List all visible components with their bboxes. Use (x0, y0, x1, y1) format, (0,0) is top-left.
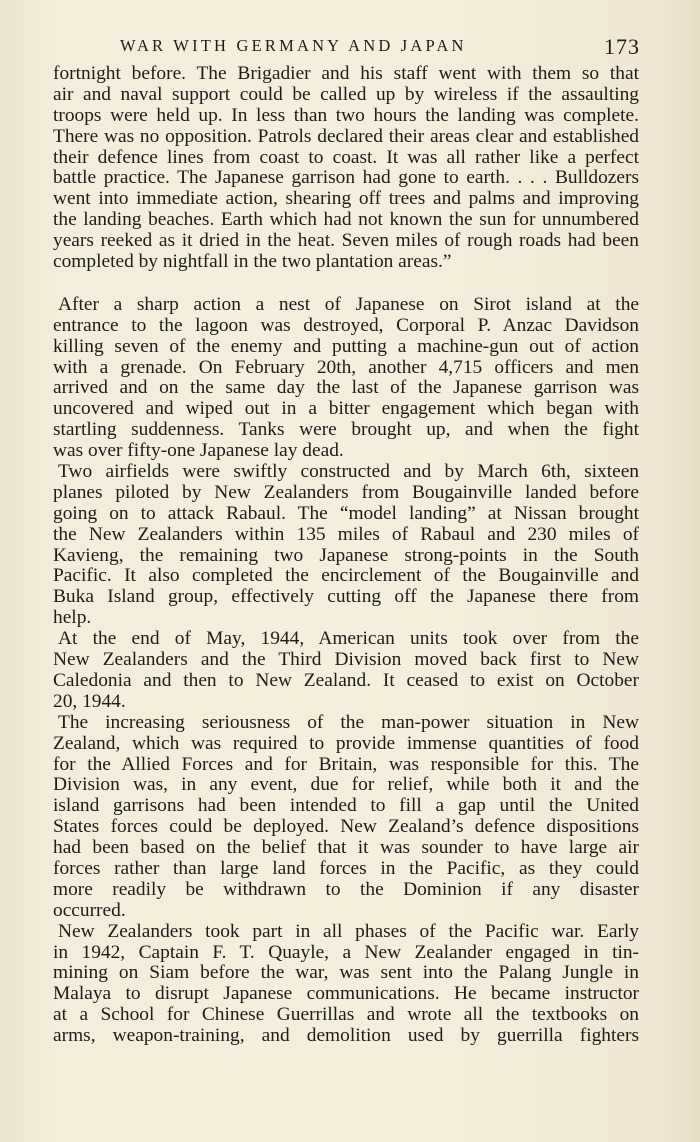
text-line: States forces could be deployed. New Zealand’s defence dispositions (53, 816, 639, 838)
paragraph-gap (53, 273, 639, 295)
text-line: Division was, in any event, due for relief, while both it and the (53, 774, 639, 796)
text-line: New Zealanders and the Third Division moved back first to New (53, 649, 639, 671)
text-line: After a sharp action a nest of Japanese on Sirot island at the (58, 293, 639, 315)
text-line: At the end of May, 1944, American units took over from the (58, 628, 639, 650)
text-line: more readily be withdrawn to the Dominion if any disaster (53, 878, 639, 900)
text-line: the landing beaches. Earth which had not known the sun for unnumbered (53, 209, 639, 231)
text-line: went into immediate action, shearing off trees and palms and improving (53, 188, 639, 210)
text-line: island garrisons had been intended to fill a gap until the United (53, 795, 639, 817)
text-line: years reeked as it dried in the heat. Seven miles of rough roads had been (53, 230, 639, 252)
text-line: help. (53, 607, 92, 629)
text-line: uncovered and wiped out in a bitter engagement which began with (53, 398, 639, 420)
text-line: battle practice. The Japanese garrison had gone to earth. . . . Bulldozers (53, 167, 639, 189)
text-line: Kavieng, the remaining two Japanese strong-points in the South (53, 544, 639, 566)
text-line: The increasing seriousness of the man-power situation in New (58, 711, 639, 733)
text-line: Pacific. It also completed the encirclement of the Bougainville and (53, 565, 639, 587)
text-line: entrance to the lagoon was destroyed, Corporal P. Anzac Davidson (53, 314, 639, 336)
text-line: with a grenade. On February 20th, another 4,715 officers and men (53, 356, 639, 378)
text-line: was over fifty-one Japanese lay dead. (53, 440, 344, 462)
text-line: their defence lines from coast to coast. It was all rather like a perfect (53, 146, 639, 168)
text-line: Two airfields were swiftly constructed and by March 6th, sixteen (58, 461, 639, 483)
text-line: going on to attack Rabaul. The “model landing” at Nissan brought (53, 502, 639, 524)
text-line: occurred. (53, 899, 126, 921)
text-line: the New Zealanders within 135 miles of Rabaul and 230 miles of (53, 523, 639, 545)
paragraph-airfields (53, 462, 639, 629)
text-line: troops were held up. In less than two hours the landing was complete. (53, 104, 639, 126)
text-line: New Zealanders took part in all phases of the Pacific war. Early (58, 920, 639, 942)
text-line: arms, weapon-training, and demolition used by guerrilla fighters (53, 1025, 639, 1047)
paragraph-sirot-island (53, 295, 639, 462)
text-line: fortnight before. The Brigadier and his staff went with them so that (53, 63, 639, 84)
text-line: for the Allied Forces and for Britain, was responsible for this. The (53, 753, 639, 775)
body-text (53, 64, 639, 1047)
text-line: planes piloted by New Zealanders from Bougainville landed before (53, 481, 639, 503)
text-line: air and naval support could be called up by wireless if the assaulting (53, 83, 639, 105)
text-line: startling suddenness. Tanks were brought up, and when the fight (53, 419, 639, 441)
paragraph-may-1944 (53, 629, 639, 713)
page-number: 173 (604, 34, 640, 59)
paragraph-man-power (53, 713, 639, 922)
paragraph-pacific-war (53, 922, 639, 1047)
text-line: in 1942, Captain F. T. Quayle, a New Zealander engaged in tin- (53, 941, 639, 963)
text-line: arrived and on the same day the last of the Japanese garrison was (53, 377, 639, 399)
paragraph-quote-continuation (53, 64, 639, 273)
text-line: Zealand, which was required to provide immense quantities of food (53, 732, 639, 754)
text-line: Malaya to disrupt Japanese communications. He became instructor (53, 983, 639, 1005)
text-line: forces rather than large land forces in the Pacific, as they could (53, 857, 639, 879)
running-head-title: WAR WITH GERMANY AND JAPAN (120, 36, 467, 55)
text-line: Caledonia and then to New Zealand. It ceased to exist on October (53, 669, 639, 691)
text-line: mining on Siam before the war, was sent into the Palang Jungle in (53, 962, 639, 984)
text-line: had been based on the belief that it was sounder to have large air (53, 837, 639, 859)
text-line: at a School for Chinese Guerrillas and wrote all the textbooks on (53, 1004, 639, 1026)
text-line: killing seven of the enemy and putting a machine-gun out of action (53, 335, 639, 357)
text-line: 20, 1944. (53, 690, 126, 712)
text-line: There was no opposition. Patrols declared their areas clear and established (53, 125, 639, 147)
text-line: Buka Island group, effectively cutting off the Japanese there from (53, 586, 639, 608)
text-line: completed by nightfall in the two plantation areas.” (53, 251, 452, 273)
